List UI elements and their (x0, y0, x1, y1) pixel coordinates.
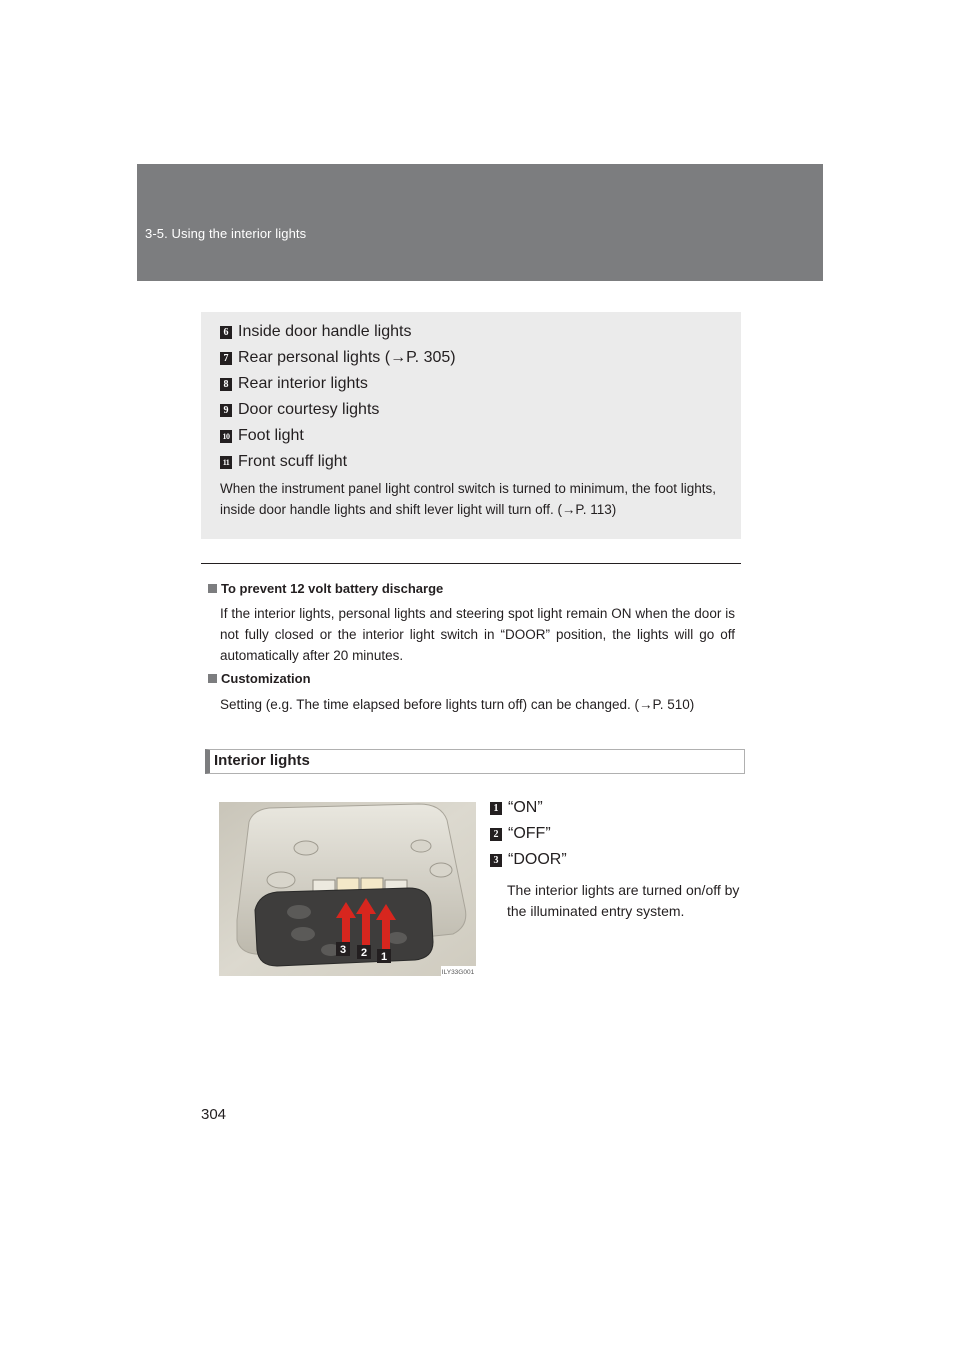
list-item (490, 848, 567, 872)
number-badge: 10 (220, 430, 232, 443)
square-bullet-icon (208, 674, 217, 683)
item-label: “OFF” (508, 825, 551, 842)
section-title-bar (205, 749, 745, 774)
callout-3: 3 (339, 944, 347, 956)
number-badge: 11 (220, 456, 232, 469)
list-item (220, 347, 456, 369)
number-badge: 1 (490, 802, 502, 815)
list-item (220, 373, 368, 395)
section-header-title: 3-5. Using the interior lights (145, 226, 307, 241)
list-item (490, 822, 551, 846)
number-badge: 2 (490, 828, 502, 841)
list-item (490, 796, 543, 820)
item-label: Door courtesy lights (238, 401, 380, 418)
item-label: Front scuff light (238, 453, 348, 470)
page-number: 304 (201, 1106, 227, 1123)
item-label: Inside door handle lights (238, 323, 412, 340)
list-item (220, 451, 347, 473)
square-bullet-icon (208, 584, 217, 593)
number-badge: 6 (220, 326, 232, 339)
list-item (220, 399, 379, 421)
note-body: If the interior lights, personal lights and steering spot light remain ON when the door is not fully closed or the interior light switch in “DOOR” position, the lights will go off automatically after 20 minutes. (220, 606, 735, 663)
note-body: Setting (e.g. The time elapsed before lights turn off) can be changed. (→P. 510) (220, 697, 695, 712)
item-label: “DOOR” (508, 851, 567, 868)
number-badge: 3 (490, 854, 502, 867)
note-title: To prevent 12 volt battery discharge (221, 581, 444, 596)
item-label: Rear interior lights (238, 375, 368, 392)
divider (201, 563, 741, 564)
item-label: “ON” (508, 799, 543, 816)
item-label: Rear personal lights (→P. 305) (238, 349, 456, 366)
number-badge: 9 (220, 404, 232, 417)
note-heading (208, 581, 443, 596)
callout-2: 2 (360, 947, 368, 959)
light-list-box (201, 312, 741, 539)
number-badge: 7 (220, 352, 232, 365)
image-code: ILY33G001 (441, 969, 475, 976)
list-item (220, 425, 304, 447)
number-badge: 8 (220, 378, 232, 391)
callout-1: 1 (380, 951, 388, 963)
note-heading (208, 671, 311, 686)
section-title: Interior lights (214, 752, 310, 769)
list-item (220, 321, 411, 343)
interior-light-switch-photo (219, 802, 476, 976)
item-label: Foot light (238, 427, 304, 444)
description: The interior lights are turned on/off by the illuminated entry system. (507, 882, 740, 919)
header-band (137, 164, 823, 281)
note-title: Customization (221, 671, 311, 686)
box-note: When the instrument panel light control switch is turned to minimum, the foot lights, inside door handle lights and shift lever light will turn off. (→P. 113) (220, 481, 716, 517)
